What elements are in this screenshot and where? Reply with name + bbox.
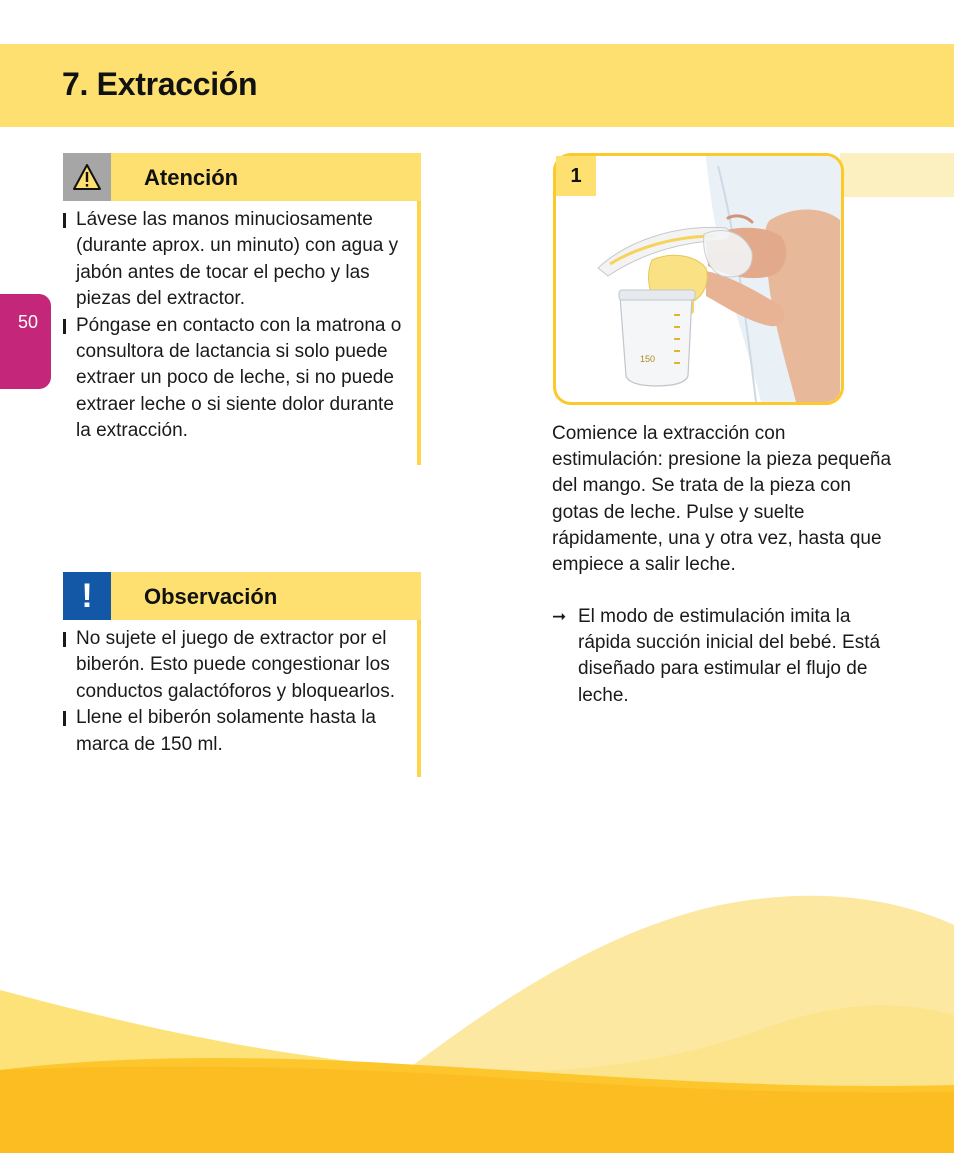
- page-number-tab: [0, 294, 51, 389]
- observation-side-rule: [417, 620, 421, 777]
- bullet-mark: [63, 213, 66, 228]
- list-item: [63, 626, 413, 705]
- list-item: [63, 207, 413, 313]
- attention-item-2: Póngase en contacto con la matrona o consultora de lactancia si solo puede extraer un poco de leche, si no puede extraer leche o si siente dolor durante la extracción.: [76, 314, 402, 442]
- attention-title: Atención: [144, 165, 239, 190]
- bullet-mark: [63, 319, 66, 334]
- page-number: 50: [18, 312, 39, 332]
- stimulation-note: [552, 604, 892, 709]
- warning-icon-box: [63, 153, 111, 201]
- attention-header: [63, 153, 421, 201]
- instruction-paragraph: Comience la extracción con estimulación: presione la pieza pequeña del mango. Se trata de la pieza con gotas de leche. Pulse y suelte rápidamente, una y otra vez, hasta que empiece a salir leche.: [552, 423, 892, 576]
- figure-highlight-strip: [840, 153, 954, 197]
- observation-header: [63, 572, 421, 620]
- step-number-badge: 1: [556, 156, 596, 196]
- observation-notice: [63, 572, 421, 758]
- attention-side-rule: [417, 201, 421, 465]
- list-item: [63, 705, 413, 758]
- bottle-scale-label: 150: [640, 354, 656, 364]
- stimulation-note-text: El modo de estimulación imita la rápida succión inicial del bebé. Está diseñado para estimular el flujo de leche.: [578, 606, 881, 706]
- list-item: [63, 313, 413, 445]
- breast-pump-figure: [553, 153, 844, 405]
- bullet-mark: [63, 711, 66, 726]
- observation-item-2: Llene el biberón solamente hasta la marca de 150 ml.: [76, 707, 376, 755]
- page-title: 7. Extracción: [62, 66, 258, 102]
- observation-list: [63, 626, 413, 758]
- warning-triangle-icon: [72, 163, 102, 191]
- decorative-wave: [0, 880, 954, 1153]
- attention-list: [63, 207, 413, 445]
- info-icon-box: [63, 572, 111, 620]
- attention-notice: [63, 153, 421, 445]
- bullet-mark: [63, 632, 66, 647]
- attention-item-1: Lávese las manos minuciosamente (durante aprox. un minuto) con agua y jabón antes de tocar el pecho y las piezas del extractor.: [76, 209, 399, 310]
- breast-pump-illustration: [556, 156, 841, 402]
- observation-item-1: No sujete el juego de extractor por el biberón. Esto puede congestionar los conductos galactóforos y bloquearlos.: [76, 628, 395, 702]
- arrow-right-icon: ➞: [552, 607, 567, 626]
- observation-title: Observación: [144, 584, 278, 609]
- exclamation-icon: !: [81, 577, 93, 615]
